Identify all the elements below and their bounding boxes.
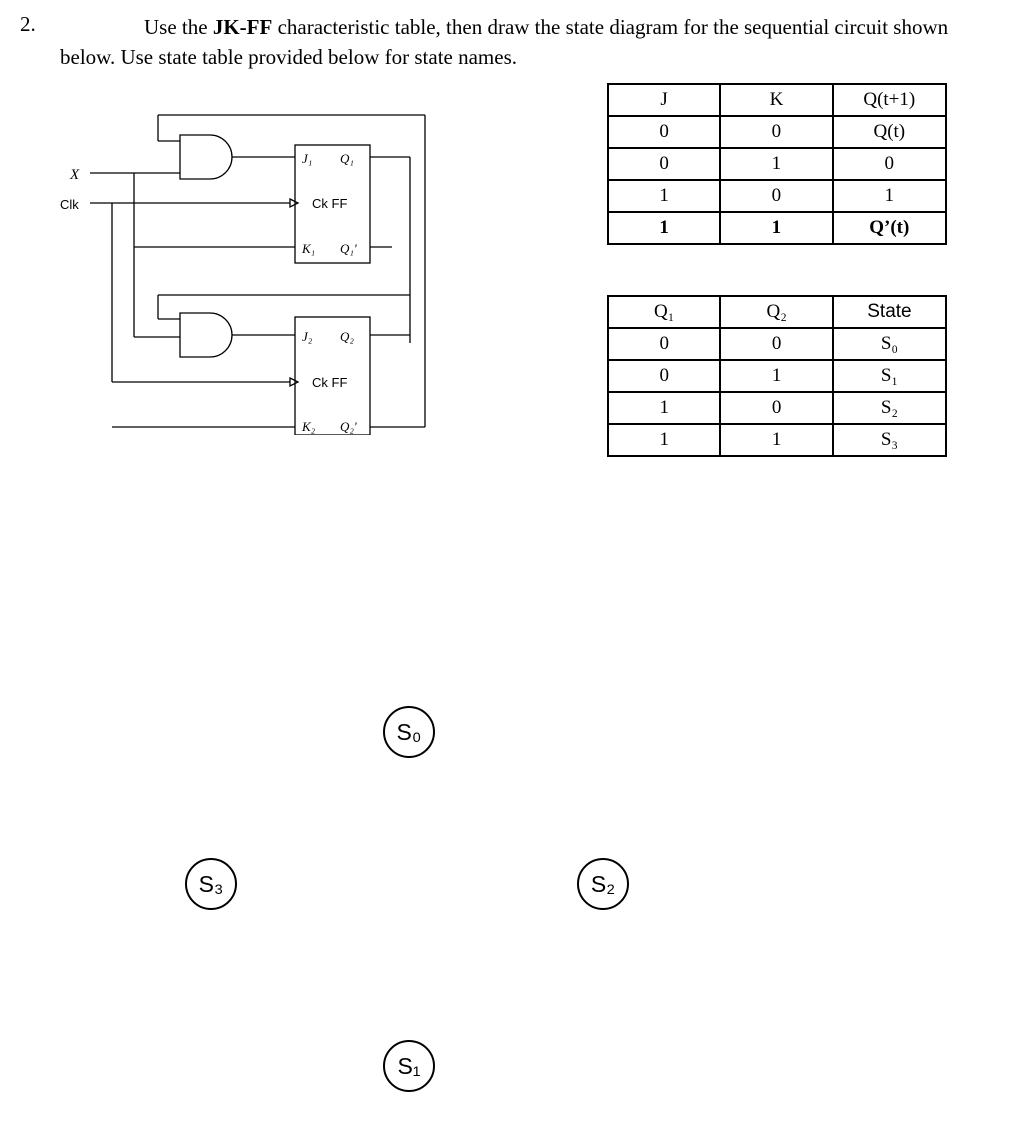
- table-cell: 0: [833, 148, 946, 180]
- table-cell: S₁: [833, 360, 946, 392]
- table-row: [608, 360, 946, 392]
- table-cell: 1: [608, 212, 720, 244]
- table-cell: S₀: [833, 328, 946, 360]
- table-cell: 1: [720, 148, 832, 180]
- table-cell: 0: [720, 180, 832, 212]
- and-gate-1: [180, 135, 232, 179]
- header-q2: Q₂: [720, 296, 832, 328]
- table-cell: Q’(t): [833, 212, 946, 244]
- table-cell: 0: [608, 328, 720, 360]
- table-cell: 1: [720, 424, 832, 456]
- header-q-next: Q(t+1): [833, 84, 946, 116]
- jk-characteristic-table: [607, 83, 947, 245]
- table-cell: 0: [608, 116, 720, 148]
- table-cell: 0: [720, 328, 832, 360]
- table-cell: S₂: [833, 392, 946, 424]
- table-header-row: [608, 296, 946, 328]
- table-cell: 0: [720, 116, 832, 148]
- header-k: K: [720, 84, 832, 116]
- table-cell: 0: [720, 392, 832, 424]
- state-node-s1[interactable]: S₁: [383, 1040, 435, 1092]
- question-text-part2: characteristic table, then draw the state diagram for the sequential circuit shown below. Use state table provided below for state names.: [60, 15, 949, 69]
- table-row: [608, 116, 946, 148]
- table-cell: 1: [720, 360, 832, 392]
- ff2-k-label: K₂: [302, 419, 316, 434]
- question-text-bold: JK-FF: [212, 15, 273, 39]
- table-row: [608, 180, 946, 212]
- and-gate-2: [180, 313, 232, 357]
- table-cell: 1: [608, 180, 720, 212]
- ff2-clk-label: Ck FF: [312, 375, 348, 390]
- table-cell: 1: [608, 424, 720, 456]
- table-cell: 1: [833, 180, 946, 212]
- question-text-part1: Use the: [144, 15, 213, 39]
- table-cell: 1: [608, 392, 720, 424]
- ff1-clk-label: Ck FF: [312, 196, 348, 211]
- ff2-j-label: J₂: [302, 329, 313, 344]
- table-cell: 1: [720, 212, 832, 244]
- header-j: J: [608, 84, 720, 116]
- table-header-row: [608, 84, 946, 116]
- table-cell: S₃: [833, 424, 946, 456]
- header-q1: Q₁: [608, 296, 720, 328]
- ff1-q-label: Q₁: [340, 151, 354, 166]
- question-number: 2.: [20, 12, 36, 36]
- ff2-qbar-label: Q₂': [340, 419, 357, 434]
- question-text: [60, 12, 980, 72]
- state-node-s3[interactable]: S₃: [185, 858, 237, 910]
- header-state: State: [833, 296, 946, 328]
- table-cell: 0: [608, 360, 720, 392]
- table-row: [608, 212, 946, 244]
- table-cell: Q(t): [833, 116, 946, 148]
- table-row: [608, 424, 946, 456]
- input-clk-label: Clk: [60, 197, 79, 212]
- ff1-j-label: J₁: [302, 151, 313, 166]
- ff2-q-label: Q₂: [340, 329, 354, 344]
- table-row: [608, 392, 946, 424]
- ff1-qbar-label: Q₁': [340, 241, 357, 256]
- state-node-s0[interactable]: S₀: [383, 706, 435, 758]
- ff1-k-label: K₁: [302, 241, 316, 256]
- circuit-diagram: [50, 105, 440, 435]
- state-node-s2[interactable]: S₂: [577, 858, 629, 910]
- table-cell: 0: [608, 148, 720, 180]
- input-x-label: X: [70, 167, 80, 183]
- table-row: [608, 148, 946, 180]
- table-row: [608, 328, 946, 360]
- state-name-table: [607, 295, 947, 457]
